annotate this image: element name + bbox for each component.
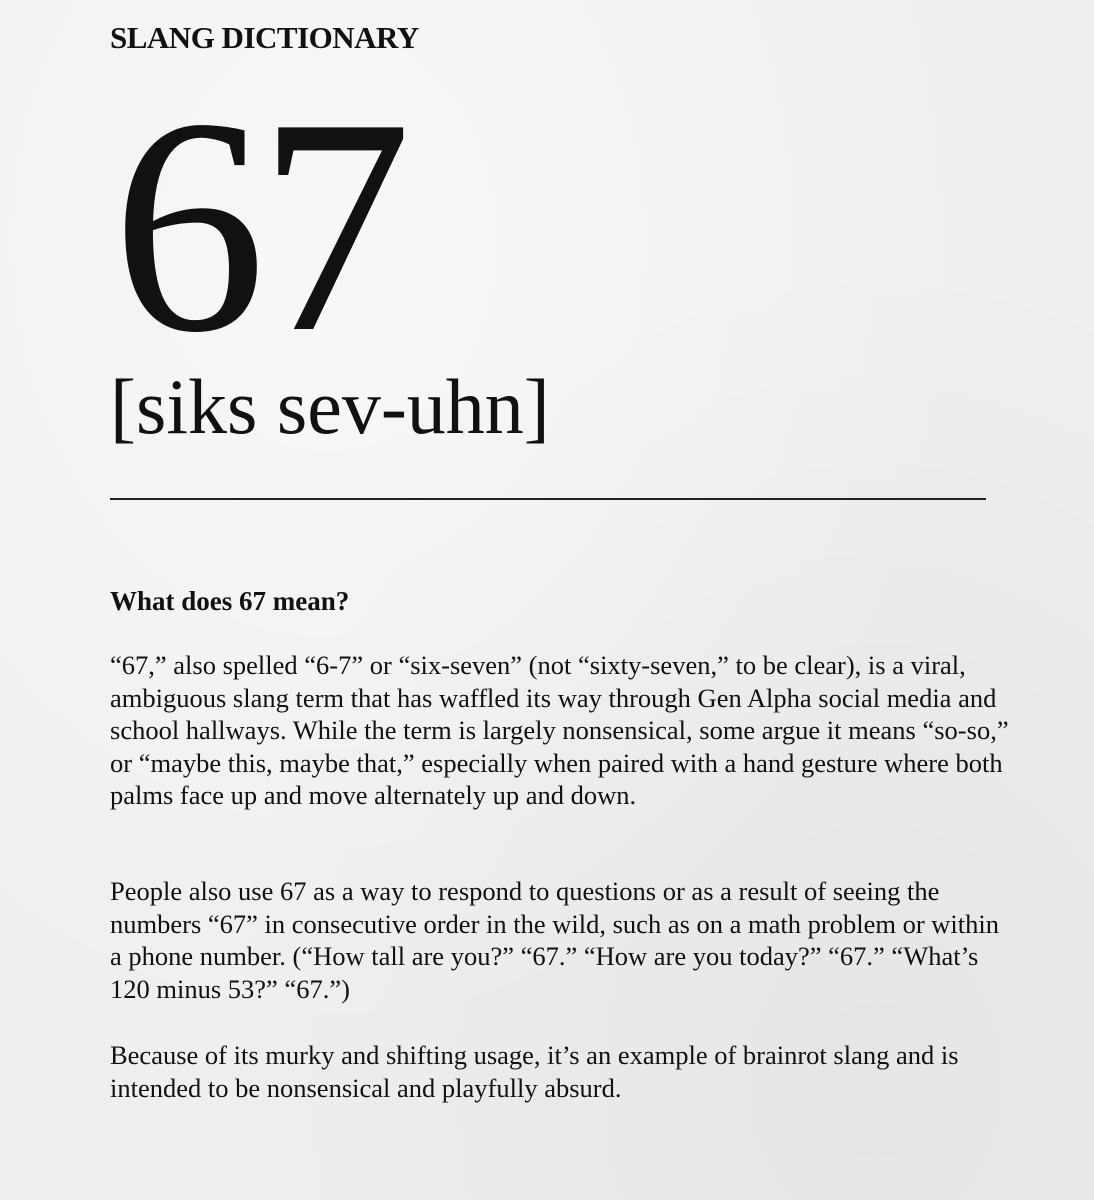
headword: 67 bbox=[112, 55, 404, 396]
definition-paragraph-1: “67,” also spelled “6-7” or “six-seven” (not “sixty-seven,” to be clear), is a viral, ambiguous slang term that has waffled its way through Gen Alpha social media and school hallways. While the term is largely nonsensical, some argue it means “so-so,” or “maybe this, maybe that,” especially when paired with a hand gesture where both palms face up and move alternately up and down. bbox=[110, 650, 1009, 810]
definition-paragraph-3: Because of its murky and shifting usage, it’s an example of brainrot slang and is intended to be nonsensical and playfully absurd. bbox=[110, 1040, 959, 1103]
definition-heading: What does 67 mean? bbox=[110, 586, 350, 616]
divider bbox=[110, 498, 986, 500]
section-kicker: SLANG DICTIONARY bbox=[110, 20, 419, 55]
pronunciation: [siks sev-uhn] bbox=[110, 363, 550, 450]
definition-paragraph-2: People also use 67 as a way to respond to questions or as a result of seeing the numbers “67” in consecutive order in the wild, such as on a math problem or within a phone number. (“How tall are you?” “67.” “How are you today?” “67.” “What’s 120 minus 53?” “67.”) bbox=[110, 876, 1000, 1004]
